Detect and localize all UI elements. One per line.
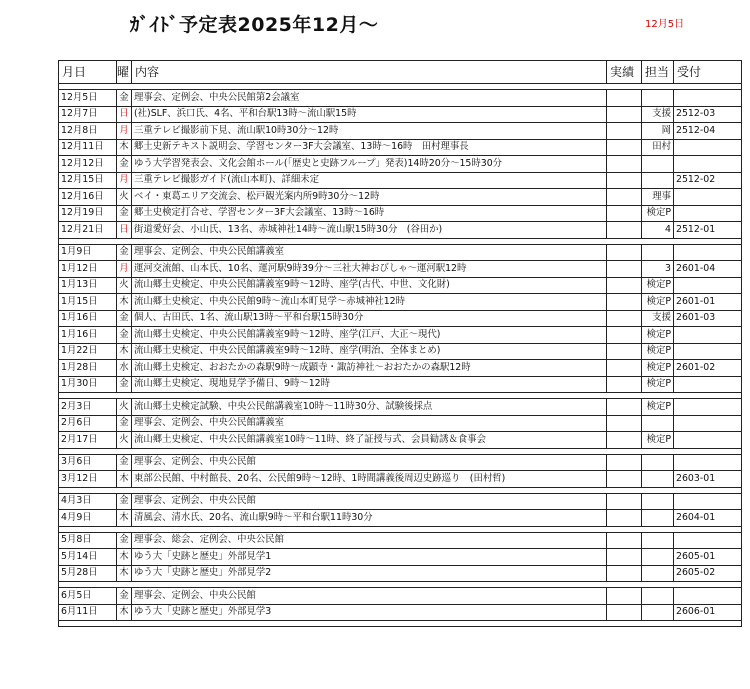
cell-reception xyxy=(674,376,742,393)
cell-staff: 検定P xyxy=(642,360,674,377)
cell-staff: 検定P xyxy=(642,205,674,222)
updated-date: 12月5日 xyxy=(645,19,685,30)
table-row xyxy=(59,510,742,527)
cell-content: 郷土史検定打合せ、学習センター3F大会議室、13時～16時 xyxy=(132,205,607,222)
cell-staff: 岡 xyxy=(642,123,674,140)
cell-content: 理事会、定例会、中央公民館 xyxy=(132,493,607,510)
table-row xyxy=(59,189,742,206)
table-row xyxy=(59,310,742,327)
cell-staff: 田村 xyxy=(642,139,674,156)
cell-content: 個人、古田氏、1名、流山駅13時～平和台駅15時30分 xyxy=(132,310,607,327)
cell-date: 1月30日 xyxy=(59,376,117,393)
cell-staff: 支援 xyxy=(642,106,674,123)
header-staff: 担当 xyxy=(642,61,674,84)
cell-content: 理事会、総会、定例会、中央公民館 xyxy=(132,532,607,549)
cell-date: 3月12日 xyxy=(59,471,117,488)
cell-content: ゆう大「史跡と歴史」外部見学3 xyxy=(132,604,607,621)
table-row xyxy=(59,432,742,449)
cell-day: 木 xyxy=(117,471,132,488)
cell-content: 運河交流館、山本氏、10名、運河駅9時39分～三社大神おびしゃ～運河駅12時 xyxy=(132,261,607,278)
cell-record xyxy=(607,493,642,510)
cell-record xyxy=(607,189,642,206)
cell-day: 水 xyxy=(117,360,132,377)
cell-day: 金 xyxy=(117,205,132,222)
cell-reception xyxy=(674,277,742,294)
cell-reception xyxy=(674,90,742,107)
cell-reception: 2512-03 xyxy=(674,106,742,123)
table-row xyxy=(59,343,742,360)
cell-reception: 2603-01 xyxy=(674,471,742,488)
cell-date: 3月6日 xyxy=(59,454,117,471)
header-row xyxy=(59,61,742,84)
cell-reception: 2605-01 xyxy=(674,549,742,566)
cell-content: 流山郷土史検定、中央公民館講義室9時～12時、座学(明治、全体まとめ) xyxy=(132,343,607,360)
cell-date: 1月12日 xyxy=(59,261,117,278)
cell-date: 5月28日 xyxy=(59,565,117,582)
cell-date: 1月16日 xyxy=(59,327,117,344)
cell-day: 金 xyxy=(117,376,132,393)
cell-day: 金 xyxy=(117,310,132,327)
table-row xyxy=(59,532,742,549)
cell-staff: 3 xyxy=(642,261,674,278)
cell-staff: 検定P xyxy=(642,294,674,311)
cell-reception xyxy=(674,588,742,605)
cell-date: 5月14日 xyxy=(59,549,117,566)
table-row xyxy=(59,172,742,189)
header-date: 月日 xyxy=(59,61,117,84)
cell-day: 火 xyxy=(117,277,132,294)
cell-record xyxy=(607,343,642,360)
table-row xyxy=(59,156,742,173)
cell-staff: 検定P xyxy=(642,432,674,449)
cell-reception xyxy=(674,189,742,206)
cell-record xyxy=(607,415,642,432)
cell-date: 2月17日 xyxy=(59,432,117,449)
cell-reception: 2604-01 xyxy=(674,510,742,527)
cell-record xyxy=(607,471,642,488)
cell-day: 月 xyxy=(117,261,132,278)
cell-day: 木 xyxy=(117,510,132,527)
cell-staff xyxy=(642,565,674,582)
cell-content: 清風会、清水氏、20名、流山駅9時～平和台駅11時30分 xyxy=(132,510,607,527)
cell-content: ゆう大学習発表会、文化会館ホール(「歴史と史跡フループ」発表)14時20分～15時30分 xyxy=(132,156,607,173)
header-content: 内容 xyxy=(132,61,607,84)
cell-content: 流山郷土史検定、おおたかの森駅9時～成顕寺・諏訪神社～おおたかの森駅12時 xyxy=(132,360,607,377)
spacer-cell xyxy=(117,621,132,627)
cell-record xyxy=(607,510,642,527)
cell-record xyxy=(607,327,642,344)
table-row xyxy=(59,294,742,311)
cell-record xyxy=(607,244,642,261)
cell-content: ゆう大「史跡と歴史」外部見学2 xyxy=(132,565,607,582)
cell-staff xyxy=(642,493,674,510)
table-row xyxy=(59,471,742,488)
spacer-cell xyxy=(59,621,117,627)
cell-content: 理事会、定例会、中央公民館第2会議室 xyxy=(132,90,607,107)
cell-content: 理事会、定例会、中央公民館講義室 xyxy=(132,244,607,261)
cell-reception: 2601-02 xyxy=(674,360,742,377)
cell-date: 12月15日 xyxy=(59,172,117,189)
table-row xyxy=(59,399,742,416)
cell-reception xyxy=(674,327,742,344)
cell-date: 12月7日 xyxy=(59,106,117,123)
table-row xyxy=(59,244,742,261)
cell-day: 木 xyxy=(117,343,132,360)
cell-day: 木 xyxy=(117,549,132,566)
cell-staff xyxy=(642,532,674,549)
cell-date: 12月21日 xyxy=(59,222,117,239)
cell-record xyxy=(607,565,642,582)
cell-reception xyxy=(674,156,742,173)
cell-date: 12月11日 xyxy=(59,139,117,156)
schedule-table xyxy=(58,60,742,627)
table-row xyxy=(59,549,742,566)
page-title: ｶﾞｲﾄﾞ予定表2025年12月～ xyxy=(130,14,379,36)
cell-record xyxy=(607,549,642,566)
cell-content: 流山郷土史検定試験、中央公民館講義室10時～11時30分、試験後採点 xyxy=(132,399,607,416)
cell-record xyxy=(607,588,642,605)
cell-staff xyxy=(642,471,674,488)
cell-reception: 2512-04 xyxy=(674,123,742,140)
cell-content: 三重テレビ撮影前下見、流山駅10時30分～12時 xyxy=(132,123,607,140)
cell-staff: 検定P xyxy=(642,376,674,393)
cell-date: 4月9日 xyxy=(59,510,117,527)
cell-record xyxy=(607,277,642,294)
cell-day: 金 xyxy=(117,454,132,471)
cell-record xyxy=(607,172,642,189)
cell-date: 1月16日 xyxy=(59,310,117,327)
cell-reception xyxy=(674,343,742,360)
cell-day: 月 xyxy=(117,172,132,189)
table-row xyxy=(59,604,742,621)
table-row xyxy=(59,277,742,294)
table-row xyxy=(59,106,742,123)
cell-reception: 2512-02 xyxy=(674,172,742,189)
table-row xyxy=(59,588,742,605)
cell-record xyxy=(607,139,642,156)
header-reception: 受付 xyxy=(674,61,742,84)
cell-content: 理事会、定例会、中央公民館講義室 xyxy=(132,415,607,432)
cell-day: 火 xyxy=(117,399,132,416)
spacer-cell xyxy=(642,621,674,627)
cell-day: 日 xyxy=(117,222,132,239)
cell-record xyxy=(607,604,642,621)
cell-record xyxy=(607,294,642,311)
table-row xyxy=(59,261,742,278)
cell-day: 木 xyxy=(117,139,132,156)
cell-staff xyxy=(642,510,674,527)
cell-record xyxy=(607,376,642,393)
cell-day: 金 xyxy=(117,493,132,510)
cell-staff xyxy=(642,90,674,107)
cell-date: 12月12日 xyxy=(59,156,117,173)
cell-date: 12月19日 xyxy=(59,205,117,222)
cell-staff: 4 xyxy=(642,222,674,239)
spacer-cell xyxy=(674,621,742,627)
cell-reception xyxy=(674,493,742,510)
cell-staff: 検定P xyxy=(642,327,674,344)
cell-record xyxy=(607,205,642,222)
cell-content: ベイ・東葛エリア交流会、松戸観光案内所9時30分～12時 xyxy=(132,189,607,206)
cell-reception: 2605-02 xyxy=(674,565,742,582)
schedule-body xyxy=(59,84,742,627)
cell-content: 流山郷土史検定、中央公民館講義室9時～12時、座学(江戸、大正～現代) xyxy=(132,327,607,344)
cell-date: 5月8日 xyxy=(59,532,117,549)
cell-reception: 2606-01 xyxy=(674,604,742,621)
table-row xyxy=(59,205,742,222)
cell-day: 日 xyxy=(117,106,132,123)
cell-record xyxy=(607,90,642,107)
table-row xyxy=(59,90,742,107)
cell-date: 1月13日 xyxy=(59,277,117,294)
cell-record xyxy=(607,106,642,123)
table-row xyxy=(59,123,742,140)
cell-record xyxy=(607,156,642,173)
cell-day: 木 xyxy=(117,604,132,621)
cell-reception xyxy=(674,415,742,432)
cell-staff xyxy=(642,172,674,189)
cell-record xyxy=(607,123,642,140)
table-row xyxy=(59,493,742,510)
cell-content: 郷土史新テキスト説明会、学習センター3F大会議室、13時～16時 田村理事長 xyxy=(132,139,607,156)
cell-reception xyxy=(674,432,742,449)
cell-reception: 2601-04 xyxy=(674,261,742,278)
table-row xyxy=(59,415,742,432)
header-record: 実績 xyxy=(607,61,642,84)
cell-content: 流山郷土史検定、中央公民館講義室9時～12時、座学(古代、中世、文化財) xyxy=(132,277,607,294)
cell-record xyxy=(607,310,642,327)
cell-record xyxy=(607,532,642,549)
table-row xyxy=(59,222,742,239)
cell-day: 火 xyxy=(117,189,132,206)
spacer-cell xyxy=(132,621,607,627)
cell-date: 12月8日 xyxy=(59,123,117,140)
cell-date: 12月16日 xyxy=(59,189,117,206)
cell-day: 月 xyxy=(117,123,132,140)
cell-staff: 支援 xyxy=(642,310,674,327)
cell-date: 2月3日 xyxy=(59,399,117,416)
cell-reception xyxy=(674,532,742,549)
cell-date: 4月3日 xyxy=(59,493,117,510)
cell-content: 理事会、定例会、中央公民館 xyxy=(132,454,607,471)
cell-date: 1月22日 xyxy=(59,343,117,360)
table-row xyxy=(59,565,742,582)
cell-content: 流山郷土史検定、中央公民館9時～流山本町見学～赤城神社12時 xyxy=(132,294,607,311)
cell-reception: 2601-01 xyxy=(674,294,742,311)
cell-date: 6月5日 xyxy=(59,588,117,605)
cell-record xyxy=(607,432,642,449)
cell-staff xyxy=(642,156,674,173)
header-day: 曜 xyxy=(117,61,132,84)
cell-date: 1月9日 xyxy=(59,244,117,261)
cell-content: (社)SLF、浜口氏、4名、平和台駅13時～流山駅15時 xyxy=(132,106,607,123)
cell-day: 金 xyxy=(117,415,132,432)
cell-day: 金 xyxy=(117,244,132,261)
cell-day: 木 xyxy=(117,294,132,311)
cell-staff: 検定P xyxy=(642,277,674,294)
cell-date: 1月28日 xyxy=(59,360,117,377)
cell-record xyxy=(607,454,642,471)
cell-staff: 理事 xyxy=(642,189,674,206)
cell-record xyxy=(607,261,642,278)
cell-staff xyxy=(642,244,674,261)
cell-staff: 検定P xyxy=(642,399,674,416)
spacer-row xyxy=(59,621,742,627)
cell-reception xyxy=(674,399,742,416)
cell-reception xyxy=(674,244,742,261)
cell-staff xyxy=(642,588,674,605)
cell-day: 金 xyxy=(117,156,132,173)
cell-day: 金 xyxy=(117,588,132,605)
cell-date: 6月11日 xyxy=(59,604,117,621)
cell-staff xyxy=(642,604,674,621)
cell-reception: 2512-01 xyxy=(674,222,742,239)
cell-staff xyxy=(642,454,674,471)
cell-content: 街道愛好会、小山氏、13名、赤城神社14時～流山駅15時30分 (谷田か) xyxy=(132,222,607,239)
cell-staff xyxy=(642,549,674,566)
cell-day: 火 xyxy=(117,432,132,449)
cell-content: ゆう大「史跡と歴史」外部見学1 xyxy=(132,549,607,566)
cell-date: 1月15日 xyxy=(59,294,117,311)
table-row xyxy=(59,327,742,344)
cell-day: 金 xyxy=(117,327,132,344)
cell-content: 三重テレビ撮影ガイド(流山本町)、詳細未定 xyxy=(132,172,607,189)
cell-record xyxy=(607,399,642,416)
cell-reception xyxy=(674,205,742,222)
cell-record xyxy=(607,222,642,239)
cell-record xyxy=(607,360,642,377)
cell-content: 流山郷土史検定、中央公民館講義室10時～11時、終了証授与式、会員勧誘＆食事会 xyxy=(132,432,607,449)
table-row xyxy=(59,139,742,156)
cell-reception xyxy=(674,139,742,156)
cell-day: 金 xyxy=(117,90,132,107)
table-row xyxy=(59,454,742,471)
cell-day: 木 xyxy=(117,565,132,582)
cell-content: 東部公民館、中村館長、20名、公民館9時～12時、1時間講義後周辺史跡巡り (田村哲) xyxy=(132,471,607,488)
cell-reception: 2601-03 xyxy=(674,310,742,327)
cell-staff: 検定P xyxy=(642,343,674,360)
cell-day: 金 xyxy=(117,532,132,549)
table-row xyxy=(59,376,742,393)
cell-reception xyxy=(674,454,742,471)
spacer-cell xyxy=(607,621,642,627)
cell-content: 流山郷土史検定、現地見学予備日、9時～12時 xyxy=(132,376,607,393)
table-row xyxy=(59,360,742,377)
cell-date: 2月6日 xyxy=(59,415,117,432)
cell-content: 理事会、定例会、中央公民館 xyxy=(132,588,607,605)
cell-date: 12月5日 xyxy=(59,90,117,107)
cell-staff xyxy=(642,415,674,432)
